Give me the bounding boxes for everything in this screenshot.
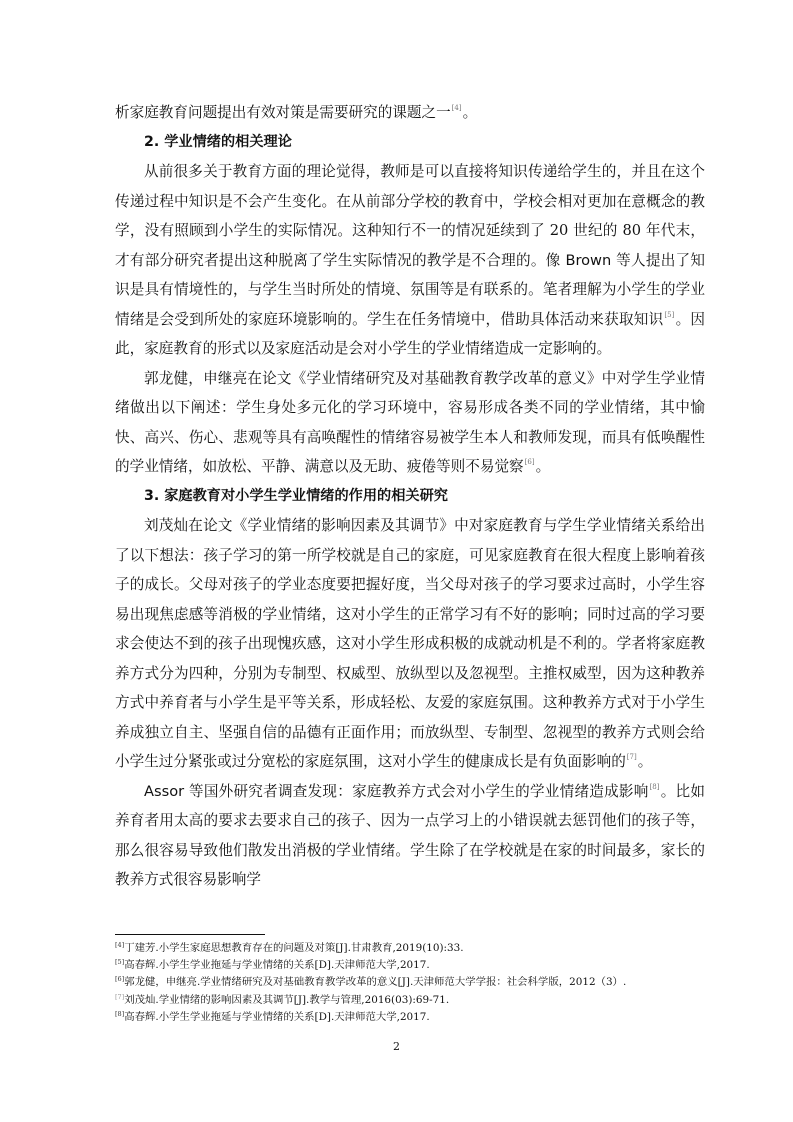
text-run: 。 bbox=[637, 753, 653, 770]
footnote-item bbox=[115, 957, 715, 974]
footnote-text: 刘茂灿.学业情绪的影响因素及其调节[J].教学与管理,2016(03):69-71. bbox=[124, 993, 450, 1006]
author-name: Assor bbox=[144, 782, 185, 800]
text-run: 等人提出了知识是具有情境性的，与学生当时所处的情境、氛围等是有联系的。笔者理解为小学生的学业情绪是会受到所处的家庭环境影响的。学生在任务情境中，借助具体活动来获取知识 bbox=[115, 251, 705, 328]
footnote-divider bbox=[115, 934, 265, 935]
text-run: 刘茂灿在论文《学业情绪的影响因素及其调节》中对家庭教育与学生学业情绪关系给出了以下想法：孩子学习的第一所学校就是自己的家庭，可见家庭教育在很大程度上影响着孩子的成长。父母对孩子的学业态度要把握好度，当父母对孩子的学习要求过高时，小学生容易出现焦虑感等消极的学业情绪，这对小学生的正常学习有不好的影响；同时过高的学习要求会使达不到的孩子出现愧疚感，这对小学生形成积极的成就动机是不利的。学者将家庭教养方式分为四种，分别为专制型、权威型、放纵型以及忽视型。主推权威型，因为这种教养方式中养育者与小学生是平等关系，形成轻松、友爱的家庭氛围。这种教养方式对于小学生养成独立自主、坚强自信的品德有正面作用；而放纵型、专制型、忽视型的教养方式则会给小学生过分紧张或过分宽松的家庭氛围，这对小学生的健康成长是有负面影响的 bbox=[115, 517, 705, 770]
section-heading-3: 3. 家庭教育对小学生学业情绪的作用的相关研究 bbox=[144, 487, 448, 504]
citation-ref[interactable]: [6] bbox=[524, 458, 535, 466]
paragraph-liu-maocan bbox=[115, 511, 705, 777]
citation-ref[interactable]: [5] bbox=[664, 310, 675, 319]
text-run: 郭龙健，申继亮在论文《学业情绪研究及对基础教育教学改革的意义》中对学生学业情绪做出以下阐述：学生身处多元化的学习环境中，容易形成各类不同的学业情绪，其中愉快、高兴、伤心、悲观等具有高唤醒性的情绪容易被学生本人和教师发现，而具有低唤醒性的学业情绪，如放松、平静、满意以及无助、疲倦等则不易觉察 bbox=[115, 369, 705, 475]
footnote-mark: [4] bbox=[115, 941, 125, 949]
footnote-mark: [6] bbox=[115, 975, 125, 984]
section-heading-2: 2. 学业情绪的相关理论 bbox=[144, 133, 292, 150]
page-number: 2 bbox=[393, 1040, 400, 1053]
body-text bbox=[115, 98, 705, 895]
footnote-item bbox=[115, 992, 715, 1009]
author-name: Brown bbox=[565, 251, 612, 269]
citation-ref[interactable]: [8] bbox=[649, 782, 660, 791]
text-run: 等国外研究者调查发现：家庭教养方式会对小学生的学业情绪造成影响 bbox=[184, 782, 649, 800]
footnote-text: 高春辉.小学生学业拖延与学业情绪的关系[D].天津师范大学,2017. bbox=[124, 1010, 430, 1023]
paragraph-continued bbox=[115, 98, 705, 128]
text-run: 。 bbox=[535, 458, 551, 475]
footnote-text: 丁建芳.小学生家庭思想教育存在的问题及对策[J].甘肃教育,2019(10):33. bbox=[124, 942, 464, 954]
text-run: 。 bbox=[462, 104, 478, 121]
text-run: 。比如养育者用太高的要求去要求自己的孩子、因为一点学习上的小错误就去惩罚他们的孩子等，那么很容易导致他们散发出消极的学业情绪。学生除了在学校就是在家的时间最多，家长的教养方式很容易影响学 bbox=[115, 782, 705, 888]
footnotes bbox=[115, 940, 715, 1026]
paragraph-learning-theory bbox=[115, 157, 705, 364]
text-run: 。因此，家庭教育的形式以及家庭活动是会对小学生的学业情绪造成一定影响的。 bbox=[115, 310, 705, 357]
citation-ref[interactable]: [4] bbox=[451, 104, 462, 112]
paragraph-assor bbox=[115, 777, 705, 895]
footnote-mark: [7] bbox=[115, 992, 125, 1001]
footnote-mark: [8] bbox=[115, 1009, 125, 1018]
footnote-text: 郭龙健，申继亮.学业情绪研究及对基础教育教学改革的意义[J].天津师范大学学报：社会科学版，2012（3）. bbox=[124, 976, 627, 989]
paragraph-guo-shen bbox=[115, 364, 705, 482]
text-run: 析家庭教育问题提出有效对策是需要研究的课题之一 bbox=[115, 104, 451, 121]
footnote-mark: [5] bbox=[115, 958, 125, 967]
footnote-text: 高春辉.小学生学业拖延与学业情绪的关系[D].天津师范大学,2017. bbox=[124, 959, 430, 972]
text-run: 从前很多关于教育方面的理论觉得，教师是可以直接将知识传递给学生的，并且在这个传递过程中知识是不会产生变化。在从前部分学校的教育中，学校会相对更加在意概念的教学，没有照顾到小学生的实际情况。这种知行不一的情况延续到了 20 世纪的 80 年代末，才有部分研究者提出这种脱离了学生实际情况的教学是不合理的。像 bbox=[115, 163, 705, 269]
citation-ref[interactable]: [7] bbox=[626, 753, 637, 761]
footnote-item bbox=[115, 974, 715, 991]
footnote-item bbox=[115, 1009, 715, 1026]
footnote-item bbox=[115, 940, 715, 957]
